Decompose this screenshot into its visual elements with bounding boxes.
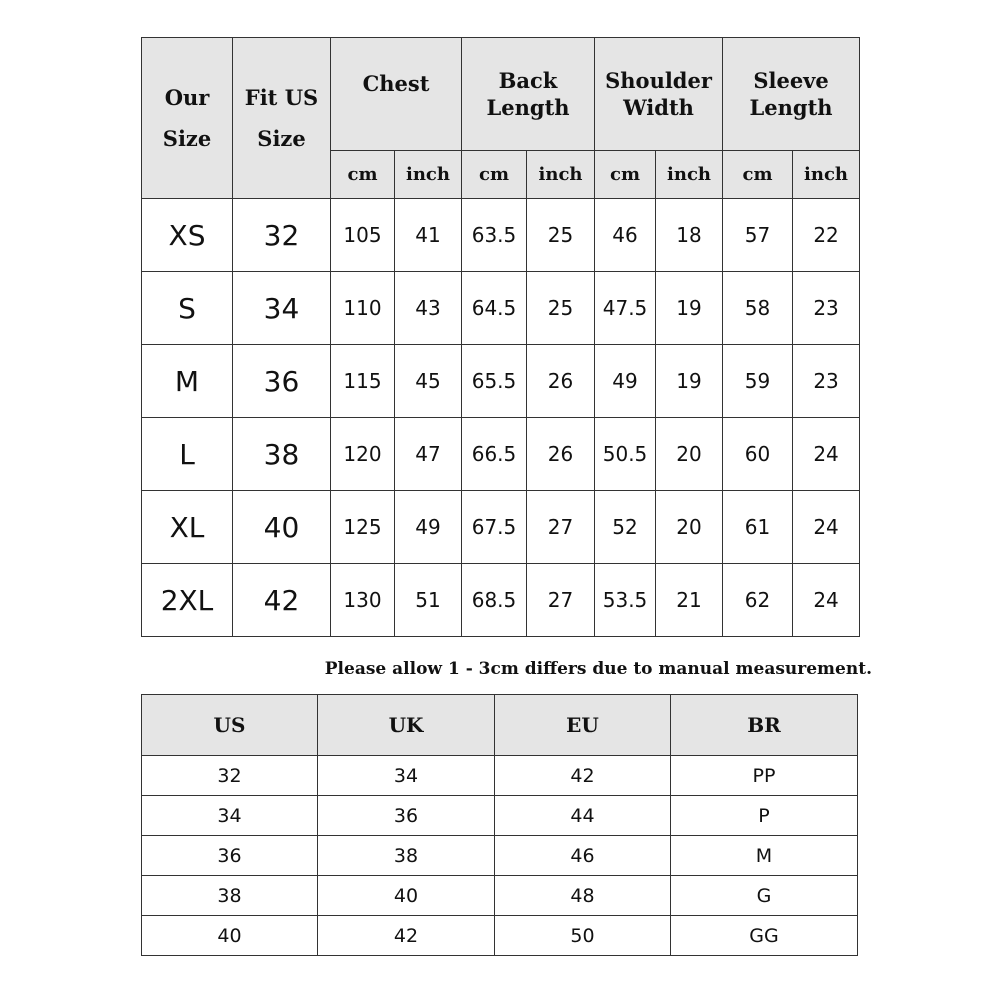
- measurement-cell: 20: [656, 491, 723, 564]
- measurement-cell: 63.5: [462, 199, 527, 272]
- conversion-row: [142, 836, 858, 876]
- conversion-cell: P: [671, 796, 858, 836]
- measurement-cell: 125: [331, 491, 395, 564]
- conversion-cell: PP: [671, 756, 858, 796]
- measurement-cell: 47: [395, 418, 462, 491]
- size-row: [142, 345, 860, 418]
- measurement-cell: 62: [723, 564, 793, 637]
- size-row: [142, 491, 860, 564]
- us-size-cell: 42: [233, 564, 331, 637]
- conversion-cell: 36: [142, 836, 318, 876]
- conversion-table-body: [142, 756, 858, 956]
- measurement-cell: 61: [723, 491, 793, 564]
- header-our-size: Our Size: [142, 38, 233, 199]
- size-chart-table: [141, 37, 860, 637]
- measurement-cell: 110: [331, 272, 395, 345]
- conversion-cell: 40: [142, 916, 318, 956]
- measurement-cell: 66.5: [462, 418, 527, 491]
- measurement-cell: 24: [793, 491, 860, 564]
- unit-shoulder-inch: inch: [656, 151, 723, 199]
- conversion-cell: 42: [318, 916, 495, 956]
- header-eu: EU: [495, 695, 671, 756]
- measurement-cell: 26: [527, 345, 595, 418]
- conversion-cell: 34: [142, 796, 318, 836]
- measurement-cell: 43: [395, 272, 462, 345]
- header-sleeve-length: Sleeve Length: [723, 38, 860, 151]
- measurement-cell: 65.5: [462, 345, 527, 418]
- measurement-cell: 41: [395, 199, 462, 272]
- conversion-cell: M: [671, 836, 858, 876]
- unit-back-cm: cm: [462, 151, 527, 199]
- size-row: [142, 272, 860, 345]
- us-size-cell: 40: [233, 491, 331, 564]
- measurement-cell: 23: [793, 272, 860, 345]
- measurement-cell: 26: [527, 418, 595, 491]
- measurement-cell: 49: [595, 345, 656, 418]
- conversion-cell: 32: [142, 756, 318, 796]
- measurement-cell: 23: [793, 345, 860, 418]
- measurement-cell: 47.5: [595, 272, 656, 345]
- conversion-header-row: [142, 695, 858, 756]
- measurement-cell: 45: [395, 345, 462, 418]
- header-us: US: [142, 695, 318, 756]
- unit-chest-cm: cm: [331, 151, 395, 199]
- conversion-row: [142, 796, 858, 836]
- size-label-cell: M: [142, 345, 233, 418]
- size-row: [142, 418, 860, 491]
- measurement-cell: 27: [527, 564, 595, 637]
- measurement-cell: 49: [395, 491, 462, 564]
- conversion-cell: 48: [495, 876, 671, 916]
- conversion-cell: 42: [495, 756, 671, 796]
- header-br: BR: [671, 695, 858, 756]
- size-label-cell: XL: [142, 491, 233, 564]
- header-chest: Chest: [331, 38, 462, 151]
- header-fit-us-size: Fit US Size: [233, 38, 331, 199]
- measurement-cell: 50.5: [595, 418, 656, 491]
- conversion-cell: 46: [495, 836, 671, 876]
- us-size-cell: 34: [233, 272, 331, 345]
- unit-sleeve-inch: inch: [793, 151, 860, 199]
- measurement-cell: 21: [656, 564, 723, 637]
- conversion-cell: GG: [671, 916, 858, 956]
- size-label-cell: S: [142, 272, 233, 345]
- measurement-cell: 25: [527, 199, 595, 272]
- header-shoulder-width: Shoulder Width: [595, 38, 723, 151]
- measurement-cell: 120: [331, 418, 395, 491]
- size-row: [142, 564, 860, 637]
- header-uk: UK: [318, 695, 495, 756]
- measurement-cell: 67.5: [462, 491, 527, 564]
- measurement-cell: 68.5: [462, 564, 527, 637]
- measurement-cell: 25: [527, 272, 595, 345]
- size-conversion-table: [141, 694, 858, 956]
- conversion-cell: 38: [318, 836, 495, 876]
- us-size-cell: 38: [233, 418, 331, 491]
- measurement-cell: 24: [793, 418, 860, 491]
- size-label-cell: L: [142, 418, 233, 491]
- measurement-cell: 60: [723, 418, 793, 491]
- measurement-cell: 105: [331, 199, 395, 272]
- conversion-cell: 34: [318, 756, 495, 796]
- measurement-cell: 130: [331, 564, 395, 637]
- conversion-cell: 40: [318, 876, 495, 916]
- conversion-row: [142, 876, 858, 916]
- measurement-cell: 52: [595, 491, 656, 564]
- measurement-cell: 115: [331, 345, 395, 418]
- measurement-cell: 22: [793, 199, 860, 272]
- measurement-cell: 19: [656, 345, 723, 418]
- unit-chest-inch: inch: [395, 151, 462, 199]
- conversion-row: [142, 756, 858, 796]
- measurement-cell: 20: [656, 418, 723, 491]
- conversion-cell: 36: [318, 796, 495, 836]
- measurement-cell: 57: [723, 199, 793, 272]
- size-label-cell: 2XL: [142, 564, 233, 637]
- unit-shoulder-cm: cm: [595, 151, 656, 199]
- measurement-cell: 53.5: [595, 564, 656, 637]
- measurement-cell: 58: [723, 272, 793, 345]
- conversion-cell: 44: [495, 796, 671, 836]
- conversion-row: [142, 916, 858, 956]
- conversion-cell: 50: [495, 916, 671, 956]
- measurement-note: Please allow 1 - 3cm differs due to manual measurement.: [324, 659, 872, 679]
- size-table-header-row: [142, 38, 860, 151]
- size-label-cell: XS: [142, 199, 233, 272]
- header-back-length: Back Length: [462, 38, 595, 151]
- unit-sleeve-cm: cm: [723, 151, 793, 199]
- measurement-cell: 46: [595, 199, 656, 272]
- measurement-cell: 19: [656, 272, 723, 345]
- us-size-cell: 36: [233, 345, 331, 418]
- measurement-cell: 59: [723, 345, 793, 418]
- measurement-cell: 51: [395, 564, 462, 637]
- size-row: [142, 199, 860, 272]
- size-table-body: [142, 199, 860, 637]
- measurement-cell: 18: [656, 199, 723, 272]
- unit-back-inch: inch: [527, 151, 595, 199]
- measurement-cell: 27: [527, 491, 595, 564]
- conversion-cell: G: [671, 876, 858, 916]
- measurement-cell: 24: [793, 564, 860, 637]
- conversion-cell: 38: [142, 876, 318, 916]
- us-size-cell: 32: [233, 199, 331, 272]
- measurement-cell: 64.5: [462, 272, 527, 345]
